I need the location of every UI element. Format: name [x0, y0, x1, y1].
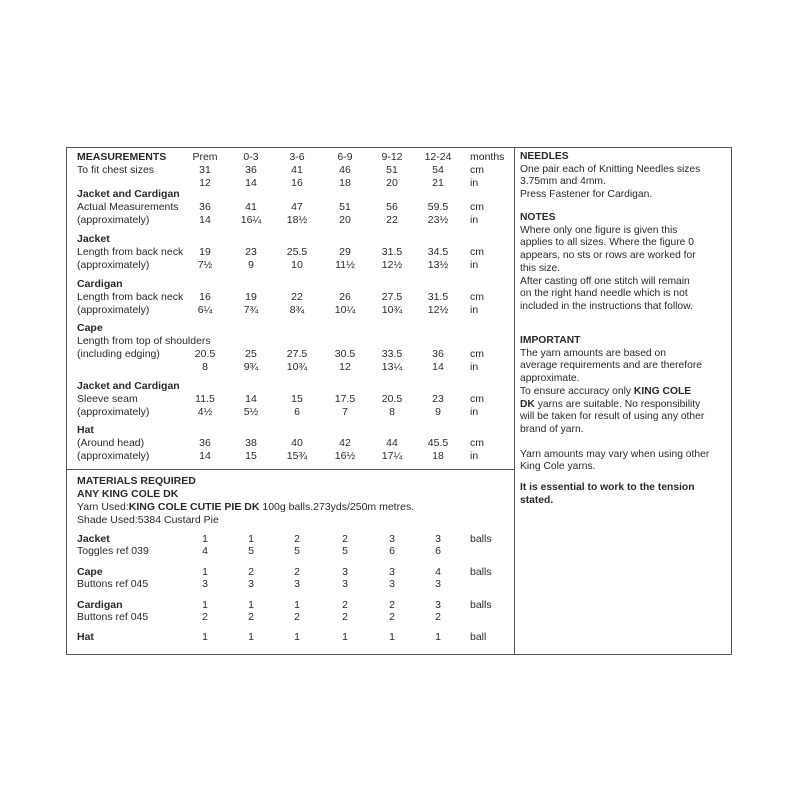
important-line: average requirements and are therefore: [520, 360, 703, 372]
value-cell: 10¼: [334, 304, 356, 316]
value-cell: 8: [389, 406, 395, 418]
value-cell: 26: [339, 291, 351, 303]
important-line: approximate.: [520, 373, 580, 385]
ball-count: 2: [294, 566, 300, 578]
value-cell: 14: [245, 177, 257, 189]
extra-count: 5: [342, 545, 348, 557]
size-header: Prem: [192, 151, 218, 163]
materials-heading: MATERIALS REQUIRED: [77, 475, 196, 487]
ball-count: 1: [202, 533, 208, 545]
value-cell: 11½: [335, 259, 355, 271]
value-cell: 56: [386, 201, 398, 213]
value-cell: 7½: [197, 259, 213, 271]
important-text: To ensure accuracy only: [520, 385, 634, 397]
value-cell: 15: [245, 450, 257, 462]
value-cell: 10¾: [286, 361, 308, 373]
needles-line: 3.75mm and 4mm.: [520, 176, 606, 188]
value-cell: 27.5: [286, 348, 308, 360]
important-block: [520, 335, 730, 474]
value-cell: 10¾: [381, 304, 403, 316]
value-cell: 14: [432, 361, 444, 373]
row-label: (approximately): [77, 259, 150, 271]
value-cell: 59.5: [427, 201, 449, 213]
unit-label: cm: [470, 437, 484, 449]
column-divider: [514, 147, 515, 655]
row-label: (Around head): [77, 437, 145, 449]
unit-label: cm: [470, 164, 484, 176]
value-cell: 15¾: [286, 450, 308, 462]
yarn-used-line: [77, 501, 414, 514]
value-cell: 8: [202, 361, 208, 373]
value-cell: 42: [339, 437, 351, 449]
row-label: Length from top of shoulders: [77, 335, 211, 347]
size-header: 9-12: [381, 151, 403, 163]
row-label: (approximately): [77, 304, 150, 316]
value-cell: 51: [386, 164, 398, 176]
size-header: 12-24: [424, 151, 452, 163]
tension-line: stated.: [520, 494, 554, 506]
value-cell: 12: [339, 361, 351, 373]
value-cell: 33.5: [381, 348, 403, 360]
value-cell: 16¼: [240, 214, 262, 226]
extra-count: 3: [342, 578, 348, 590]
important-line: brand of yarn.: [520, 423, 584, 435]
ball-count: 2: [248, 566, 254, 578]
unit-label: ball: [470, 631, 487, 643]
ball-count: 1: [435, 631, 441, 643]
value-cell: 18: [432, 450, 444, 462]
material-item-title: Hat: [77, 631, 94, 643]
section-title: Hat: [77, 424, 94, 436]
value-cell: 17¼: [381, 450, 403, 462]
important-line: [520, 399, 730, 412]
ball-count: 1: [389, 631, 395, 643]
unit-label: cm: [470, 246, 484, 258]
unit-label: in: [470, 450, 479, 462]
ball-count: 1: [294, 631, 300, 643]
value-cell: 7: [342, 406, 348, 418]
extra-count: 4: [202, 545, 208, 557]
value-cell: 23: [432, 393, 444, 405]
spacer: [520, 437, 730, 449]
row-label: (approximately): [77, 450, 150, 462]
value-cell: 4½: [197, 406, 213, 418]
ball-count: 3: [435, 599, 441, 611]
value-cell: 20.5: [381, 393, 403, 405]
ball-count: 3: [342, 566, 348, 578]
value-cell: 16: [291, 177, 303, 189]
row-label: Actual Measurements: [77, 201, 179, 213]
ball-count: 1: [202, 566, 208, 578]
unit-label: balls: [470, 533, 492, 545]
yarn-name: KING COLE CUTIE PIE DK: [128, 501, 260, 513]
ball-count: 1: [294, 599, 300, 611]
important-heading: IMPORTANT: [520, 335, 581, 346]
ball-count: 2: [294, 533, 300, 545]
unit-label: balls: [470, 599, 492, 611]
extra-count: 3: [435, 578, 441, 590]
unit-label: cm: [470, 348, 484, 360]
notes-line: After casting off one stitch will remain: [520, 275, 690, 287]
value-cell: 12: [199, 177, 211, 189]
value-cell: 18: [339, 177, 351, 189]
material-item-title: Cape: [77, 566, 103, 578]
value-cell: 31.5: [381, 246, 403, 258]
yarn-details: 100g balls.273yds/250m metres.: [259, 501, 415, 513]
extra-count: 2: [202, 611, 208, 623]
section-divider: [66, 469, 515, 470]
value-cell: 20: [386, 177, 398, 189]
row-label: To fit chest sizes: [77, 164, 155, 176]
shade-line: Shade Used:5384 Custard Pie: [77, 514, 219, 526]
material-item-title: Jacket: [77, 533, 110, 545]
materials-subheading: ANY KING COLE DK: [77, 488, 179, 500]
material-item-sub: Toggles ref 039: [77, 545, 149, 557]
value-cell: 13½: [427, 259, 449, 271]
value-cell: 12½: [427, 304, 449, 316]
value-cell: 47: [291, 201, 303, 213]
brand-name: KING COLE: [633, 385, 692, 397]
material-item-sub: Buttons ref 045: [77, 611, 149, 623]
value-cell: 23: [245, 246, 257, 258]
measurements-heading: MEASUREMENTS: [77, 151, 167, 163]
extra-count: 2: [389, 611, 395, 623]
needles-block: [520, 151, 730, 202]
row-label: (approximately): [77, 406, 150, 418]
ball-count: 1: [248, 533, 254, 545]
size-header: 0-3: [243, 151, 259, 163]
value-cell: 19: [245, 291, 257, 303]
ball-count: 3: [435, 533, 441, 545]
value-cell: 6¼: [197, 304, 213, 316]
extra-count: 3: [294, 578, 300, 590]
row-label: (approximately): [77, 214, 150, 226]
yarn-prefix: Yarn Used:: [77, 501, 129, 513]
value-cell: 15: [291, 393, 303, 405]
value-cell: 11.5: [195, 393, 215, 405]
value-cell: 23½: [427, 214, 449, 226]
tension-line: It is essential to work to the tension: [520, 482, 695, 493]
extra-count: 6: [389, 545, 395, 557]
value-cell: 14: [199, 450, 211, 462]
value-cell: 16½: [334, 450, 356, 462]
size-header: 6-9: [337, 151, 353, 163]
notes-line: appears, no sts or rows are worked for: [520, 250, 696, 262]
extra-count: 3: [248, 578, 254, 590]
value-cell: 19: [199, 246, 211, 258]
ball-count: 2: [342, 599, 348, 611]
unit-label: months: [470, 151, 505, 163]
ball-count: 1: [248, 599, 254, 611]
value-cell: 51: [339, 201, 351, 213]
value-cell: 36: [199, 201, 211, 213]
value-cell: 10: [291, 259, 303, 271]
ball-count: 3: [389, 533, 395, 545]
value-cell: 38: [245, 437, 257, 449]
extra-count: 2: [435, 611, 441, 623]
section-title: Cardigan: [77, 278, 123, 290]
unit-label: cm: [470, 393, 484, 405]
unit-label: cm: [470, 291, 484, 303]
notes-line: included in the instructions that follow.: [520, 300, 693, 312]
value-cell: 22: [386, 214, 398, 226]
value-cell: 54: [432, 164, 444, 176]
value-cell: 34.5: [427, 246, 449, 258]
unit-label: balls: [470, 566, 492, 578]
notes-line: this size.: [520, 262, 561, 274]
unit-label: in: [470, 177, 479, 189]
value-cell: 14: [245, 393, 257, 405]
value-cell: 17.5: [334, 393, 356, 405]
extra-count: 3: [389, 578, 395, 590]
unit-label: in: [470, 406, 479, 418]
ball-count: 3: [389, 566, 395, 578]
value-cell: 36: [199, 437, 211, 449]
size-header: 3-6: [289, 151, 305, 163]
notes-line: applies to all sizes. Where the figure 0: [520, 237, 694, 249]
value-cell: 31.5: [427, 291, 449, 303]
value-cell: 20: [339, 214, 351, 226]
value-cell: 6: [294, 406, 300, 418]
ball-count: 4: [435, 566, 441, 578]
value-cell: 36: [432, 348, 444, 360]
ball-count: 2: [389, 599, 395, 611]
value-cell: 30.5: [334, 348, 356, 360]
tension-block: [520, 482, 730, 507]
important-line: The yarn amounts are based on: [520, 347, 666, 359]
value-cell: 41: [291, 164, 303, 176]
material-item-sub: Buttons ref 045: [77, 578, 149, 590]
extra-count: 6: [435, 545, 441, 557]
row-label: (including edging): [77, 348, 160, 360]
notes-line: Where only one figure is given this: [520, 224, 678, 236]
value-cell: 25.5: [286, 246, 308, 258]
extra-count: 2: [248, 611, 254, 623]
row-label: Sleeve seam: [77, 393, 138, 405]
value-cell: 18½: [286, 214, 308, 226]
value-cell: 9: [248, 259, 254, 271]
extra-count: 5: [294, 545, 300, 557]
value-cell: 41: [245, 201, 257, 213]
value-cell: 45.5: [427, 437, 449, 449]
yarn-vary-line: Yarn amounts may vary when using other: [520, 448, 710, 460]
needles-heading: NEEDLES: [520, 151, 569, 162]
unit-label: in: [470, 361, 479, 373]
important-text: yarns are suitable. No responsibility: [534, 398, 701, 410]
value-cell: 20.5: [194, 348, 216, 360]
material-item-title: Cardigan: [77, 599, 123, 611]
value-cell: 14: [199, 214, 211, 226]
unit-label: in: [470, 214, 479, 226]
notes-block: [520, 212, 730, 314]
value-cell: 7¾: [243, 304, 259, 316]
brand-name: DK: [520, 398, 535, 410]
value-cell: 9: [435, 406, 441, 418]
value-cell: 21: [432, 177, 444, 189]
value-cell: 13¼: [381, 361, 403, 373]
extra-count: 2: [294, 611, 300, 623]
value-cell: 22: [291, 291, 303, 303]
section-title: Jacket and Cardigan: [77, 380, 180, 392]
unit-label: in: [470, 304, 479, 316]
unit-label: in: [470, 259, 479, 271]
notes-line: on the right hand needle which is not: [520, 288, 688, 300]
row-label: Length from back neck: [77, 291, 184, 303]
value-cell: 44: [386, 437, 398, 449]
value-cell: 36: [245, 164, 257, 176]
ball-count: 1: [202, 599, 208, 611]
value-cell: 25: [245, 348, 257, 360]
row-label: Length from back neck: [77, 246, 184, 258]
needles-line: Press Fastener for Cardigan.: [520, 189, 653, 201]
section-title: Jacket: [77, 233, 110, 245]
value-cell: 27.5: [381, 291, 403, 303]
value-cell: 16: [199, 291, 211, 303]
yarn-vary-line: King Cole yarns.: [520, 461, 596, 473]
value-cell: 12½: [381, 259, 403, 271]
value-cell: 31: [199, 164, 211, 176]
section-title: Cape: [77, 322, 103, 334]
ball-count: 1: [202, 631, 208, 643]
value-cell: 29: [339, 246, 351, 258]
ball-count: 1: [248, 631, 254, 643]
extra-count: 3: [202, 578, 208, 590]
section-title: Jacket and Cardigan: [77, 188, 180, 200]
unit-label: cm: [470, 201, 484, 213]
ball-count: 1: [342, 631, 348, 643]
value-cell: 46: [339, 164, 351, 176]
needles-line: One pair each of Knitting Needles sizes: [520, 163, 701, 175]
value-cell: 40: [291, 437, 303, 449]
ball-count: 2: [342, 533, 348, 545]
value-cell: 9¾: [243, 361, 259, 373]
important-line: will be taken for result of using any other: [520, 411, 705, 423]
important-line: [520, 386, 730, 399]
notes-heading: NOTES: [520, 212, 556, 223]
extra-count: 2: [342, 611, 348, 623]
value-cell: 5½: [243, 406, 259, 418]
extra-count: 5: [248, 545, 254, 557]
value-cell: 8¾: [289, 304, 305, 316]
